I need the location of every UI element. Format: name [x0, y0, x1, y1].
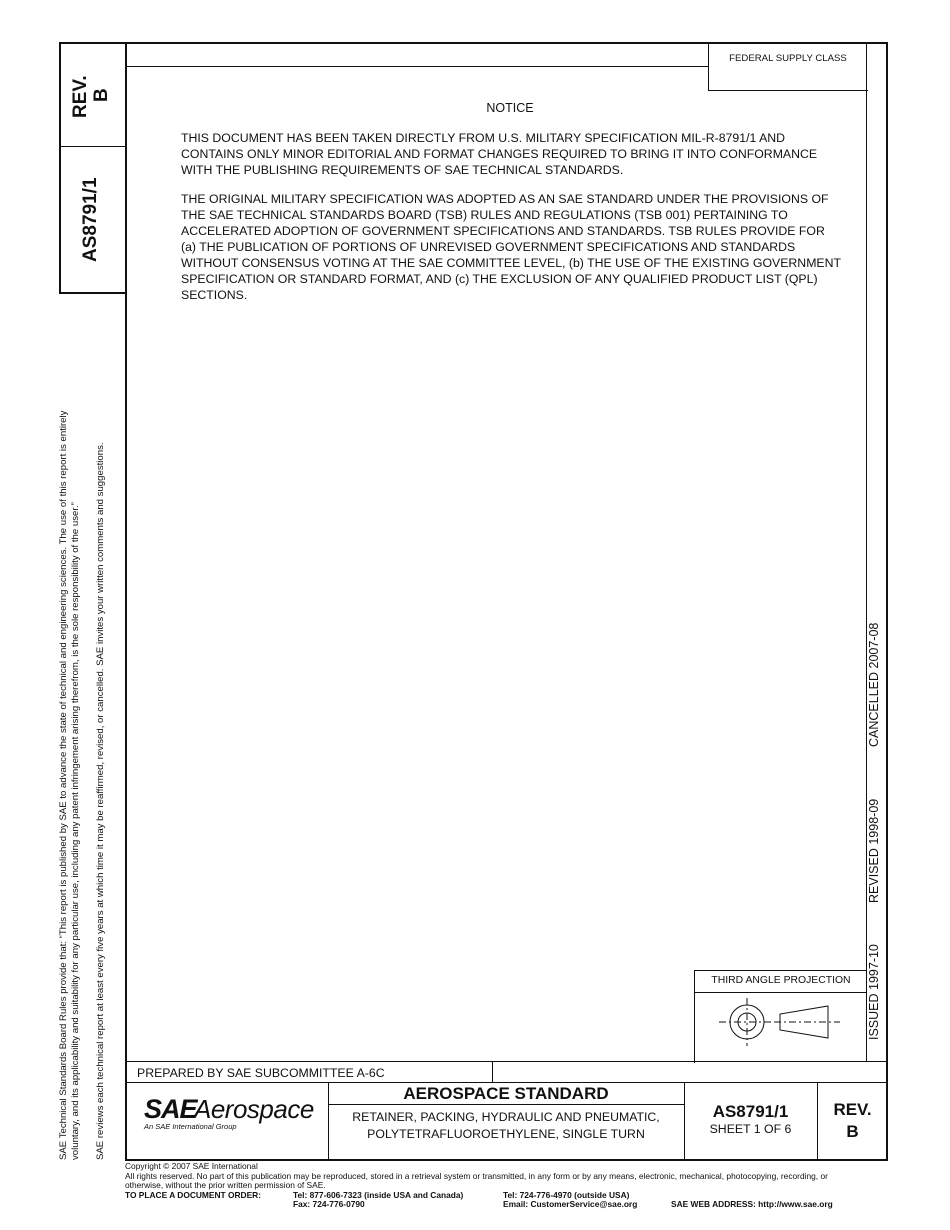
rev-divider: [817, 1082, 818, 1160]
fax: Fax: 724-776-0790: [293, 1199, 365, 1209]
title-doc-number: AS8791/1: [712, 1102, 789, 1121]
logo-tagline: An SAE International Group: [144, 1122, 237, 1131]
document-title-line-2: POLYTETRAFLUOROETHYLENE, SINGLE TURN: [367, 1127, 645, 1141]
sae-logo-mark: SAE: [144, 1094, 197, 1124]
order-label: TO PLACE A DOCUMENT ORDER:: [125, 1190, 262, 1200]
disclaimer-line-2: voluntary, and its applicability and suitability for any particular use, including any patent infringement arising therefrom, is the sole responsibility of the user.”: [70, 502, 81, 1160]
tel-outside: Tel: 724-776-4970 (outside USA): [503, 1190, 630, 1200]
title-rev-value: B: [846, 1122, 859, 1141]
standard-type-line: [328, 1104, 684, 1105]
notice-paragraph-1: THIS DOCUMENT HAS BEEN TAKEN DIRECTLY FROM U.S. MILITARY SPECIFICATION MIL-R-8791/1 AND CONTAINS ONLY MINOR EDITORIAL AND FORMAT CHANGES REQUIRED TO BRING IT INTO CONFORMANCE WITH THE PUBLISHING REQUIREMENTS OF SAE TECHNICAL STANDARDS.: [181, 131, 818, 177]
sae-aerospace-logo: [144, 1094, 324, 1136]
title-block-top-line: [125, 1061, 888, 1062]
rights-line-2: otherwise, without the prior written permission of SAE.: [125, 1180, 326, 1190]
sheet-number: SHEET 1 OF 6: [709, 1122, 792, 1136]
left-rev-value: B: [91, 88, 112, 102]
tel-usa: Tel: 877-606-7323 (inside USA and Canada): [293, 1190, 464, 1200]
disclaimer-line-1: SAE Technical Standards Board Rules provide that: “This report is published by SAE to advance the state of technical and engineering sciences. The use of this report is entirely: [58, 410, 69, 1160]
revised-date: REVISED 1998-09: [867, 798, 881, 903]
projection-divider: [694, 992, 867, 993]
email-link[interactable]: Email: CustomerService@sae.org: [503, 1199, 638, 1209]
left-rev-label: REV.: [70, 75, 91, 118]
title-rev-label: REV.: [833, 1100, 872, 1119]
copyright: Copyright © 2007 SAE International: [125, 1161, 258, 1171]
prepared-by-line: [125, 1082, 888, 1083]
cancelled-date: CANCELLED 2007-08: [867, 622, 881, 747]
disclaimer-line-3: SAE reviews each technical report at least every five years at which time it may be reaffirmed, revised, or cancelled. SAE invites your written comments and suggestions.: [95, 442, 106, 1160]
standard-type: AEROSPACE STANDARD: [403, 1084, 609, 1103]
issued-date: ISSUED 1997-10: [867, 944, 881, 1040]
right-strip-line: [866, 42, 867, 1062]
prepared-by: PREPARED BY SAE SUBCOMMITTEE A-6C: [137, 1066, 385, 1080]
header-line: [127, 66, 709, 67]
prepared-by-divider: [492, 1061, 493, 1082]
document-title-line-1: RETAINER, PACKING, HYDRAULIC AND PNEUMATIC,: [352, 1110, 660, 1124]
left-strip-divider: [59, 146, 127, 147]
rights-line-1: All rights reserved. No part of this publication may be reproduced, stored in a retrieval system or transmitted, in any form or by any means, electronic, mechanical, photocopying, recording, or: [125, 1171, 828, 1181]
federal-supply-class-label: FEDERAL SUPPLY CLASS: [729, 53, 847, 64]
web-address-link[interactable]: SAE WEB ADDRESS: http://www.sae.org: [671, 1199, 833, 1209]
left-doc-number: AS8791/1: [80, 177, 101, 262]
third-angle-projection-symbol-icon: [696, 994, 866, 1060]
notice-title: NOTICE: [486, 101, 534, 115]
notice-paragraph-2: THE ORIGINAL MILITARY SPECIFICATION WAS ADOPTED AS AN SAE STANDARD UNDER THE PROVISIONS OF THE SAE TECHNICAL STANDARDS BOARD (TSB) RULES AND REGULATIONS (TSB 001) PERTAINING TO ACCELERATED ADOPTION OF GOVERNMENT SPECIFICATIONS AND STANDARDS. TSB RULES PROVIDE FOR (a) THE PUBLICATION OF PORTIONS OF UNREVISED GOVERNMENT SPECIFICATIONS AND STANDARDS WITHOUT CONSENSUS VOTING AT THE SAE COMMITTEE LEVEL, (b) THE USE OF THE EXISTING GOVERNMENT SPECIFICATION OR STANDARD FORMAT, AND (c) THE EXCLUSION OF ANY QUALIFIED PRODUCT LIST (QPL) SECTIONS.: [181, 192, 841, 302]
projection-label: THIRD ANGLE PROJECTION: [711, 975, 851, 986]
federal-supply-class-box: [708, 42, 868, 91]
aerospace-logo-text: Aerospace: [194, 1094, 314, 1124]
